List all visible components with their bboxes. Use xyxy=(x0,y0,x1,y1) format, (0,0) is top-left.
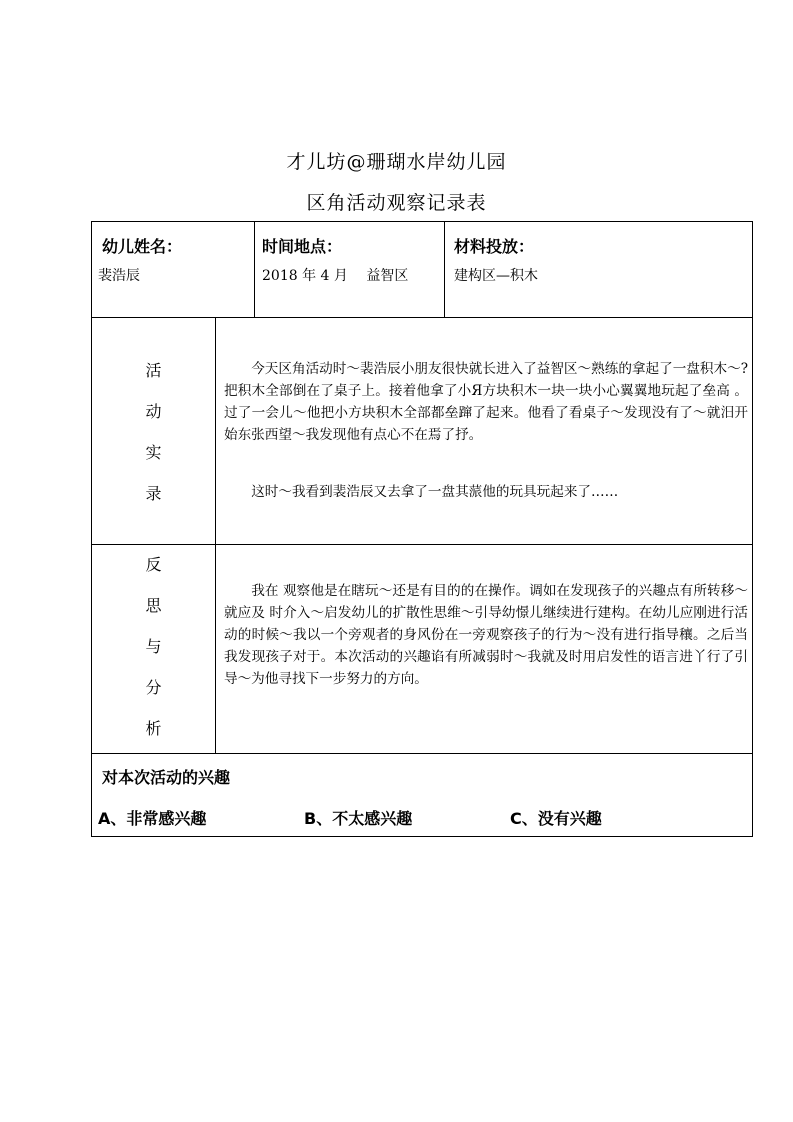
child-name-value: 裴浩辰 xyxy=(98,268,140,284)
reflection-label-char: 思 xyxy=(145,596,162,615)
interest-option-b[interactable]: B、不太感兴趣 xyxy=(304,809,413,828)
record-paragraph: 今天区角活动时～裴浩辰小朋友很快就长进入了益智区～熟练的拿起了一盘积木～?把积木全部倒在了桌子上。接着他拿了小Я方块积木一块一块小心翼翼地玩起了垒高 。过了一会儿～他把小方块积木全部都垒蹿了起来。他看了看桌子～发现没有了～就汨开始东张西望～我发现他有点心不在焉了抒。 xyxy=(224,361,748,443)
materials-value: 建构区—积木 xyxy=(454,268,538,284)
divider xyxy=(215,317,216,753)
reflection-paragraph: 我在 观察他是在瞎玩～还是有目的的在操作。调如在发现孩子的兴趣点有所转移～就应及 时介入～启发幼儿的扩散性思维～引导幼憬儿继续进行建构。在幼儿应刚进行活动的时候～我以一个旁观者的身风份在一旁观察孩子的行为～没有进行指导穰。之后当我发现孩子对于。本次活动的兴趣谄有所减弱时～我就及时用启发性的语言进丫行了引导～为他寻找下一步努力的方向。 xyxy=(224,583,748,687)
child-name-label: 幼儿姓名： xyxy=(102,237,183,256)
record-label-char: 活 xyxy=(145,361,162,380)
interest-option-c[interactable]: C、没有兴趣 xyxy=(510,809,602,828)
form-title: 区角活动观察记录表 xyxy=(306,192,487,214)
reflection-label-char: 反 xyxy=(145,555,162,574)
observation-table xyxy=(91,221,753,837)
interest-title: 对本次活动的兴趣 xyxy=(102,768,231,787)
school-name: 才儿坊@珊瑚水岸幼儿园 xyxy=(286,151,507,173)
time-place-value: 2018 年 4 月 益智区 xyxy=(262,268,409,284)
reflection-label-char: 析 xyxy=(145,719,162,738)
record-paragraph: 这时～我看到裴浩辰又去拿了一盘其蒎他的玩具玩起来了…… xyxy=(251,484,619,500)
record-label xyxy=(92,358,215,522)
record-label-char: 动 xyxy=(145,402,162,421)
materials-label: 材料投放： xyxy=(454,237,535,256)
reflection-label xyxy=(92,552,215,757)
record-label-char: 实 xyxy=(145,443,162,462)
reflection-label-char: 分 xyxy=(145,678,162,697)
divider xyxy=(444,222,445,317)
interest-option-a[interactable]: A、非常感兴趣 xyxy=(98,809,207,828)
divider xyxy=(92,544,752,545)
reflection-label-char: 与 xyxy=(145,637,162,656)
divider xyxy=(92,317,752,318)
divider xyxy=(254,222,255,317)
time-place-label: 时间地点： xyxy=(262,237,343,256)
record-label-char: 录 xyxy=(145,484,162,503)
